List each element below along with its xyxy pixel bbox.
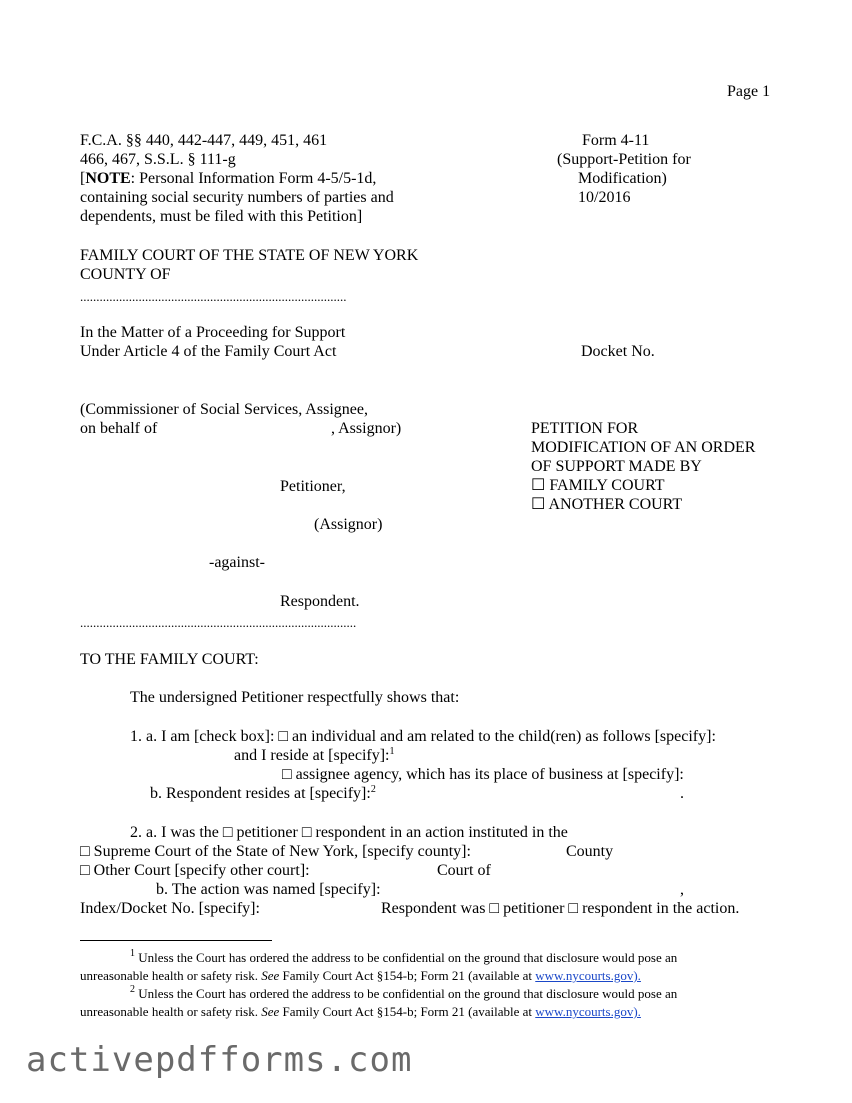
item-2b-end: , (680, 881, 684, 898)
item-1b-text: b. Respondent resides at [specify]: (150, 785, 371, 802)
form-type-2: Modification) (578, 170, 667, 187)
form-type-1: (Support-Petition for (557, 151, 691, 168)
statute-line-1: F.C.A. §§ 440, 442-447, 449, 451, 461 (80, 132, 328, 149)
note-line-3: dependents, must be filed with this Petition] (80, 208, 363, 225)
footnote-2-line-2 (80, 1004, 641, 1020)
note-open: [ (80, 170, 86, 187)
footnote-1-line-2 (80, 968, 641, 984)
note-bold: NOTE (85, 170, 131, 187)
item-2a-county: County (566, 843, 614, 860)
form-number: Form 4-11 (582, 132, 650, 149)
form-date: 10/2016 (578, 189, 631, 206)
addressee: TO THE FAMILY COURT: (80, 651, 259, 668)
item-1a-assignee: □ assignee agency, which has its place of business at [specify]: (282, 766, 684, 783)
court-name: FAMILY COURT OF THE STATE OF NEW YORK (80, 247, 419, 264)
respondent-label: Respondent. (280, 593, 360, 610)
footnote-1-text-a: Unless the Court has ordered the address to be confidential on the ground that disclosure would pose an (135, 950, 678, 965)
matter-line-2: Under Article 4 of the Family Court Act (80, 343, 337, 360)
title-line-1: PETITION FOR (531, 420, 639, 437)
item-2a-other: □ Other Court [specify other court]: (80, 862, 310, 879)
footnote-2-link[interactable]: www.nycourts.gov). (535, 1004, 641, 1019)
item-1b (150, 784, 376, 803)
caption-divider: ..................................................................................... (80, 615, 357, 630)
footnote-1-text-c: Family Court Act §154-b; Form 21 (available at (279, 968, 536, 983)
commissioner-behalf: on behalf of (80, 420, 158, 437)
title-line-3: OF SUPPORT MADE BY (531, 458, 702, 475)
item-2c-index: Index/Docket No. [specify]: (80, 900, 260, 917)
footnote-1-line-1 (130, 950, 677, 966)
footnote-2-number: 2 (130, 984, 135, 995)
item-2a: 2. a. I was the □ petitioner □ respondent in an action instituted in the (130, 824, 568, 841)
footnote-1-see: See (261, 968, 280, 983)
watermark: activepdfforms.com (26, 1040, 413, 1080)
commissioner-assignor: , Assignor) (331, 420, 402, 437)
page-number: Page 1 (727, 83, 771, 100)
item-2a-court-of: Court of (437, 862, 491, 879)
footnote-2-line-1 (130, 986, 677, 1002)
item-2b: b. The action was named [specify]: (156, 881, 381, 898)
assignor-label: (Assignor) (314, 516, 383, 533)
item-2a-supreme: □ Supreme Court of the State of New York, [specify county]: (80, 843, 471, 860)
docket-label: Docket No. (581, 343, 655, 360)
footnote-2-text-c: Family Court Act §154-b; Form 21 (available at (279, 1004, 536, 1019)
another-court-checkbox[interactable]: ☐ ANOTHER COURT (531, 496, 683, 513)
footnote-ref-2: 2 (370, 784, 376, 795)
footnote-2-text-a: Unless the Court has ordered the address to be confidential on the ground that disclosure would pose an (135, 986, 678, 1001)
note-line (80, 169, 376, 188)
against-label: -against- (209, 554, 265, 571)
footnote-1-number: 1 (130, 948, 135, 959)
footnote-separator (80, 940, 272, 941)
footnote-ref-1: 1 (389, 746, 395, 757)
item-1a: 1. a. I am [check box]: □ an individual and am related to the child(ren) as follows [specify]: (130, 728, 716, 745)
item-1a-residence (234, 746, 394, 765)
footnote-2-text-b: unreasonable health or safety risk. (80, 1004, 262, 1019)
family-court-checkbox[interactable]: ☐ FAMILY COURT (531, 477, 665, 494)
footnote-1-text-b: unreasonable health or safety risk. (80, 968, 262, 983)
court-divider: .................................................................................. (80, 289, 347, 304)
item-2c-respondent: Respondent was □ petitioner □ respondent in the action. (381, 900, 740, 917)
item-1a-residence-text: and I reside at [specify]: (234, 747, 390, 764)
title-line-2: MODIFICATION OF AN ORDER (531, 439, 756, 456)
statute-line-2: 466, 467, S.S.L. § 111-g (80, 151, 236, 168)
note-rest: : Personal Information Form 4-5/5-1d, (130, 170, 377, 187)
item-1b-end: . (680, 785, 684, 802)
petitioner-label: Petitioner, (280, 478, 346, 495)
matter-line-1: In the Matter of a Proceeding for Support (80, 324, 346, 341)
footnote-2-see: See (261, 1004, 280, 1019)
footnote-1-link[interactable]: www.nycourts.gov). (535, 968, 641, 983)
commissioner-line-1: (Commissioner of Social Services, Assignee, (80, 401, 368, 418)
intro-paragraph: The undersigned Petitioner respectfully shows that: (130, 689, 460, 706)
county-label: COUNTY OF (80, 266, 171, 283)
note-line-2: containing social security numbers of parties and (80, 189, 394, 206)
